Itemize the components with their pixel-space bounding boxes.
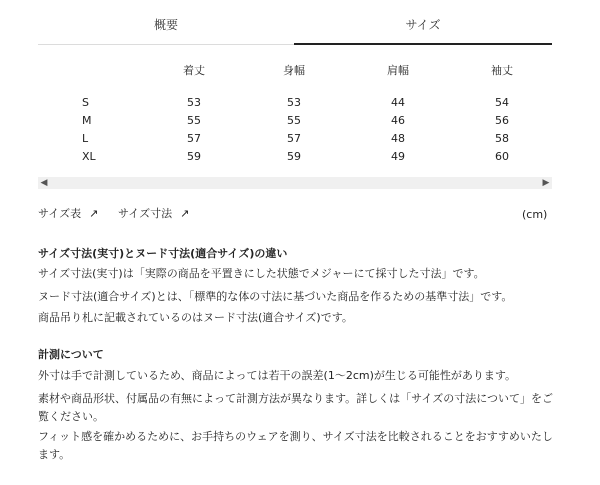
table-cell: 55	[287, 114, 301, 127]
tab-overview[interactable]: 概要	[153, 18, 178, 32]
table-cell: 59	[187, 150, 201, 163]
table-cell: 49	[391, 150, 405, 163]
measurement-line: 素材や商品形状、付属品の有無によって計測方法が異なります。詳しくは「サイズの寸法について」をご覧ください。	[38, 392, 554, 423]
table-cell: 46	[391, 114, 405, 127]
table-cell: 53	[287, 96, 301, 109]
table-cell: 44	[391, 96, 405, 109]
active-tab-indicator	[294, 43, 552, 45]
difference-line: 商品吊り札に記載されているのはヌード寸法(適合サイズ)です。	[38, 311, 353, 324]
row-size-label: S	[82, 96, 89, 109]
table-row	[38, 112, 552, 130]
size-chart-link[interactable]	[38, 205, 98, 221]
size-chart-link-label: サイズ表	[38, 207, 82, 220]
table-cell: 58	[495, 132, 509, 145]
table-header-row	[38, 62, 552, 80]
external-arrow-icon: ↗	[89, 207, 99, 220]
table-row	[38, 148, 552, 166]
table-cell: 55	[187, 114, 201, 127]
table-row	[38, 130, 552, 148]
column-header-length: 着丈	[183, 64, 205, 77]
column-header-width: 身幅	[283, 64, 305, 77]
row-size-label: L	[82, 132, 89, 145]
table-cell: 56	[495, 114, 509, 127]
horizontal-scrollbar[interactable]	[38, 177, 552, 189]
row-size-label: XL	[82, 150, 96, 163]
difference-line: サイズ寸法(実寸)は「実際の商品を平置きにした状態でメジャーにて採寸した寸法」です。	[38, 267, 485, 280]
chevron-right-icon[interactable]: ▶	[542, 178, 550, 188]
tab-bar	[38, 0, 552, 46]
table-cell: 59	[287, 150, 301, 163]
column-header-sleeve: 袖丈	[491, 64, 513, 77]
difference-line: ヌード寸法(適合サイズ)とは、「標準的な体の寸法に基づいた商品を作るための基準寸法」です。	[38, 290, 513, 303]
table-row	[38, 94, 552, 112]
difference-heading: サイズ寸法(実寸)とヌード寸法(適合サイズ)の違い	[38, 247, 288, 260]
measurement-line: 外寸は手で計測しているため、商品によっては若干の誤差(1〜2cm)が生じる可能性があります。	[38, 369, 517, 382]
unit-label: (cm)	[522, 208, 548, 221]
column-header-shoulder: 肩幅	[387, 64, 409, 77]
table-cell: 48	[391, 132, 405, 145]
tab-size[interactable]: サイズ	[405, 18, 441, 32]
row-size-label: M	[82, 114, 92, 127]
table-cell: 57	[287, 132, 301, 145]
table-cell: 57	[187, 132, 201, 145]
measurement-heading: 計測について	[38, 348, 104, 361]
size-measure-link[interactable]	[118, 205, 189, 221]
chevron-left-icon[interactable]: ◀	[40, 178, 48, 188]
external-arrow-icon: ↗	[180, 207, 190, 220]
size-measure-link-label: サイズ寸法	[118, 207, 173, 220]
table-cell: 60	[495, 150, 509, 163]
table-cell: 54	[495, 96, 509, 109]
measurement-line: フィット感を確かめるために、お手持ちのウェアを測り、サイズ寸法を比較されることをおすすめいたします。	[38, 430, 553, 461]
table-cell: 53	[187, 96, 201, 109]
